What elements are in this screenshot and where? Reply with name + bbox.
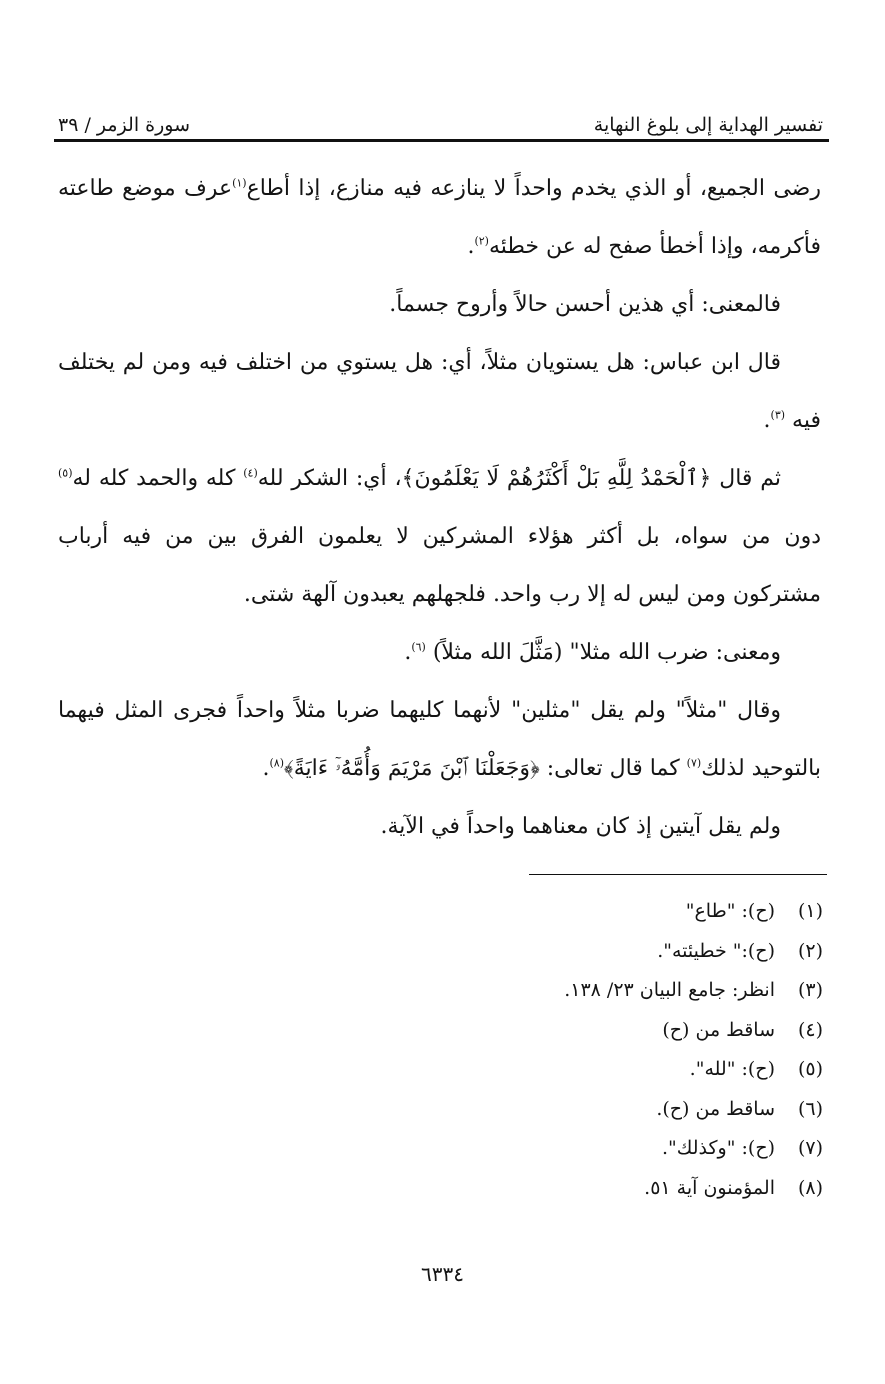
footnote-item <box>300 1050 823 1090</box>
footnote-number: (٧) <box>797 1137 823 1159</box>
footnote-number: (١) <box>797 900 823 922</box>
footnote-item <box>300 1090 823 1130</box>
paragraph <box>58 334 821 450</box>
text-run: . <box>763 408 771 433</box>
text-run: ، أي: الشكر لله <box>257 466 402 491</box>
footnote-number: (٢) <box>797 939 823 962</box>
footnote-text: (ح): "طاع" <box>685 900 775 922</box>
paragraph <box>58 160 821 276</box>
footnote-marker: (٨) <box>269 756 284 770</box>
paragraph <box>58 276 821 334</box>
footnote-number: (٤) <box>797 1018 823 1041</box>
footnote-text: (ح): "لله". <box>689 1058 775 1080</box>
footnote-item <box>300 1169 823 1209</box>
footnote-item <box>300 971 823 1011</box>
paragraph <box>58 450 821 624</box>
text-run: وقال "مثلاً" ولم يقل "مثلين" لأنهما كليهما ضربا مثلاً واحداً فجرى المثل فيهما بالتوحيد لذلك <box>58 698 821 781</box>
text-run: عرف موضع طاعته فأكرمه، وإذا أخطأ صفح له عن خطئه <box>58 176 821 259</box>
footnote-marker: (٦) <box>411 640 426 654</box>
footnote-text: ساقط من (ح) <box>662 1018 775 1041</box>
footnote-item <box>300 892 823 932</box>
surah-reference: سورة الزمر / ٣٩ <box>58 114 191 136</box>
quran-quote: ﴿وَجَعَلْنَا ٱبْنَ مَرْيَمَ وَأُمَّهُۥٓ ءَايَةً﴾ <box>283 756 540 781</box>
footnote-number: (٣) <box>797 979 823 1001</box>
footnote-number: (٦) <box>797 1097 823 1120</box>
footnote-text: المؤمنون آية ٥١. <box>644 1176 775 1199</box>
footnote-item <box>300 932 823 972</box>
text-run: رضى الجميع، أو الذي يخدم واحداً لا ينازعه فيه منازع، إذا أطاع <box>246 176 821 201</box>
footnotes-list <box>300 892 823 1208</box>
running-header <box>58 100 823 136</box>
text-run: كله والحمد كله له <box>72 466 244 491</box>
header-rule <box>54 139 829 142</box>
footnote-text: انظر: جامع البيان ٢٣/ ١٣٨. <box>564 979 775 1001</box>
paragraph <box>58 682 821 798</box>
text-run: فالمعنى: أي هذين أحسن حالاً وأروح جسماً. <box>389 292 781 317</box>
book-title: تفسير الهداية إلى بلوغ النهاية <box>593 114 823 136</box>
footnote-marker: (١) <box>232 176 247 190</box>
text-run: قال ابن عباس: هل يستويان مثلاً، أي: هل يستوي من اختلف فيه ومن لم يختلف فيه <box>58 350 821 433</box>
footnote-marker: (٧) <box>686 756 702 770</box>
footnote-text: (ح): "وكذلك". <box>661 1137 775 1159</box>
footnote-marker: (٥) <box>58 466 73 480</box>
text-run: ولم يقل آيتين إذ كان معناهما واحداً في الآية. <box>380 814 781 839</box>
text-run: دون من سواه، بل أكثر هؤلاء المشركين لا يعلمون الفرق بين من فيه أرباب مشتركون ومن ليس له إلا رب واحد. فلجهلهم يعبدون آلهة شتى. <box>58 524 821 607</box>
footnote-number: (٨) <box>797 1176 823 1199</box>
text-run: ومعنى: ضرب الله مثلا" (مَثَّلَ الله مثلاً) <box>425 640 781 665</box>
quran-quote: ﴿ٱلْحَمْدُ لِلَّهِ بَلْ أَكْثَرُهُمْ لَا يَعْلَمُونَ﴾ <box>401 466 712 491</box>
main-text <box>58 160 821 856</box>
text-run: ثم قال <box>711 466 781 491</box>
footnote-number: (٥) <box>797 1058 823 1080</box>
footnote-marker: (٣) <box>770 408 786 422</box>
footnote-marker: (٤) <box>243 466 258 480</box>
text-run: . <box>467 234 475 259</box>
footnote-item <box>300 1129 823 1169</box>
paragraph <box>58 624 821 682</box>
text-run: . <box>262 756 270 781</box>
text-run: . <box>404 640 412 665</box>
paragraph <box>58 798 821 856</box>
footnote-marker: (٢) <box>474 234 489 248</box>
footnote-text: (ح):" خطيئته". <box>657 939 775 962</box>
footnote-item <box>300 1011 823 1051</box>
text-run: كما قال تعالى: <box>539 756 687 781</box>
footnote-separator <box>529 874 827 875</box>
footnote-text: ساقط من (ح). <box>656 1097 775 1120</box>
page-number: ٦٣٣٤ <box>421 1262 464 1286</box>
